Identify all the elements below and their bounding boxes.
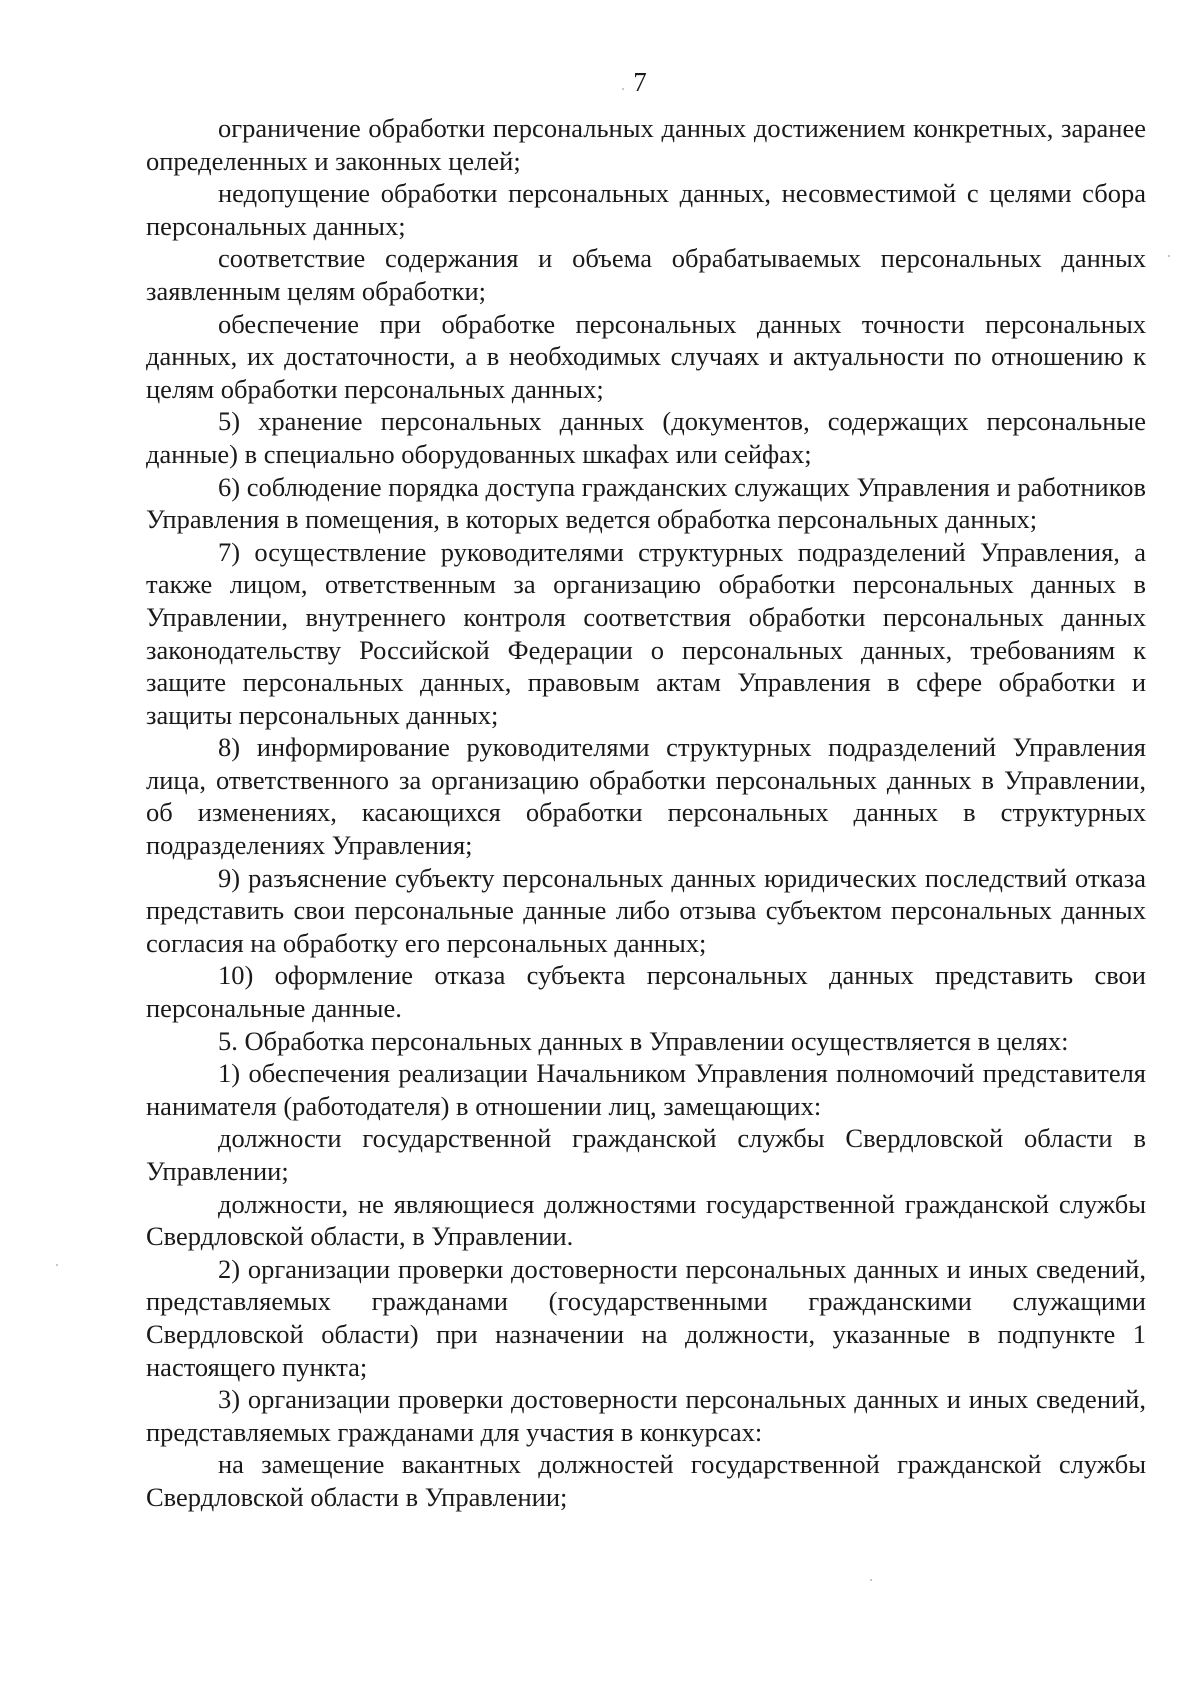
scan-speck xyxy=(622,88,624,90)
page-number: 7 xyxy=(633,67,647,97)
paragraph-2: недопущение обработки персональных данных, несовместимой с целями сбора персональных данных; xyxy=(146,178,1146,241)
paragraph-3: соответствие содержания и объема обрабатываемых персональных данных заявленным целям обработки; xyxy=(146,243,1146,306)
paragraph-8: 8) информирование руководителями структурных подразделений Управления лица, ответственного за организацию обработки персональных данных в Управлении, об изменениях, касающихся обработки персональных данных в структурных подразделениях Управления; xyxy=(146,732,1146,861)
scan-speck xyxy=(870,1579,872,1581)
paragraph-11: 5. Обработка персональных данных в Управлении осуществляется в целях: xyxy=(218,1025,1069,1056)
scan-speck xyxy=(1168,255,1170,257)
paragraph-4: обеспечение при обработке персональных данных точности персональных данных, их достаточности, а в необходимых случаях и актуальности по отношению к целям обработки персональных данных; xyxy=(146,308,1146,404)
paragraph-17: на замещение вакантных должностей государственной гражданской службы Свердловской области в Управлении; xyxy=(146,1449,1146,1512)
paragraph-12: 1) обеспечения реализации Начальником Управления полномочий представителя нанимателя (работодателя) в отношении лиц, замещающих: xyxy=(146,1058,1146,1121)
paragraph-16: 3) организации проверки достоверности персональных данных и иных сведений, представляемых гражданами для участия в конкурсах: xyxy=(146,1384,1146,1447)
paragraph-5: 5) хранение персональных данных (документов, содержащих персональные данные) в специально оборудованных шкафах или сейфах; xyxy=(146,406,1146,469)
paragraph-15: 2) организации проверки достоверности персональных данных и иных сведений, представляемых гражданами (государственными гражданскими служащими Свердловской области) при назначении на должности, указанные в подпункте 1 настоящего пункта; xyxy=(146,1253,1146,1382)
scan-speck xyxy=(56,1264,58,1266)
paragraph-10: 10) оформление отказа субъекта персональных данных представить свои персональные данные. xyxy=(146,960,1146,1024)
paragraph-13: должности государственной гражданской службы Свердловской области в Управлении; xyxy=(146,1123,1146,1186)
paragraph-9: 9) разъяснение субъекту персональных данных юридических последствий отказа представить свои персональные данные либо отзыва субъектом персональных данных согласия на обработку его персональных данных; xyxy=(146,862,1146,958)
paragraph-1: ограничение обработки персональных данных достижением конкретных, заранее определенных и законных целей; xyxy=(146,113,1146,176)
document-body xyxy=(146,112,1146,1514)
paragraph-14: должности, не являющиеся должностями государственной гражданской службы Свердловской области, в Управлении. xyxy=(146,1188,1146,1252)
paragraph-7: 7) осуществление руководителями структурных подразделений Управления, а также лицом, ответственным за организацию обработки персональных данных в Управлении, внутреннего контроля соответствия обработки персональных данных законодательству Российской Федерации о персональных данных, требованиям к защите персональных данных, правовым актам Управления в сфере обработки и защиты персональных данных; xyxy=(146,536,1146,730)
paragraph-6: 6) соблюдение порядка доступа гражданских служащих Управления и работников Управления в помещения, в которых ведется обработка персональных данных; xyxy=(146,471,1146,535)
